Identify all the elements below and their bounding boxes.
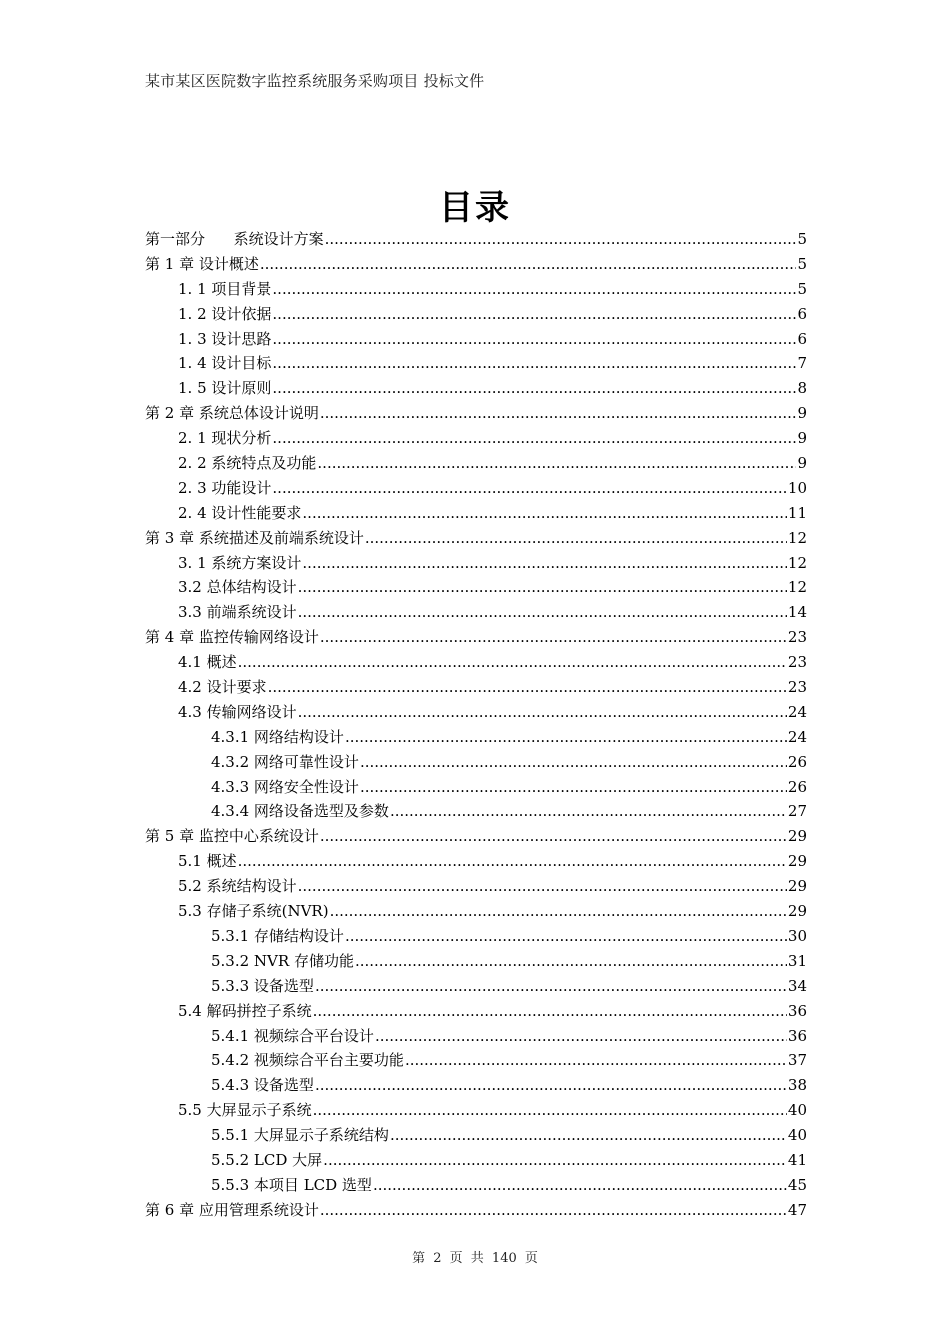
table-of-contents [145, 227, 807, 1223]
toc-entry[interactable] [145, 974, 807, 999]
toc-entry[interactable] [145, 1123, 807, 1148]
toc-entry-title: 2. 3 功能设计 [178, 478, 272, 497]
toc-entry-title: 5.3.1 存储结构设计 [211, 926, 344, 945]
toc-entry-page: 29 [787, 902, 807, 921]
page-footer: 第 2 页 共 140 页 [412, 1251, 538, 1266]
toc-entry-page: 9 [797, 454, 807, 473]
toc-entry[interactable] [145, 526, 807, 551]
toc-entry-title: 4.2 设计要求 [178, 678, 267, 697]
toc-dot-leader [298, 700, 787, 725]
toc-dot-leader [320, 401, 797, 426]
toc-entry-title: 5.2 系统结构设计 [178, 877, 297, 896]
toc-entry-page: 6 [797, 304, 807, 323]
toc-dot-leader [320, 1198, 787, 1223]
toc-entry-page: 36 [787, 1001, 807, 1020]
toc-entry-title: 5.5.1 大屏显示子系统结构 [211, 1126, 389, 1145]
toc-dot-leader [315, 974, 787, 999]
toc-entry-page: 29 [787, 877, 807, 896]
toc-dot-leader [272, 302, 796, 327]
toc-entry-title: 1. 5 设计原则 [178, 379, 272, 398]
toc-entry-page: 31 [787, 951, 807, 970]
toc-dot-leader [345, 924, 787, 949]
toc-entry-page: 40 [787, 1101, 807, 1120]
toc-dot-leader [373, 1173, 787, 1198]
toc-entry-page: 27 [787, 802, 807, 821]
toc-dot-leader [315, 1073, 787, 1098]
toc-entry-title: 2. 2 系统特点及功能 [178, 454, 317, 473]
toc-dot-leader [390, 1123, 787, 1148]
toc-dot-leader [268, 675, 787, 700]
toc-entry[interactable] [145, 426, 807, 451]
toc-dot-leader [313, 1098, 787, 1123]
toc-entry[interactable] [145, 252, 807, 277]
toc-entry[interactable] [145, 1148, 807, 1173]
toc-dot-leader [365, 526, 787, 551]
toc-dot-leader [272, 327, 796, 352]
toc-dot-leader [272, 376, 796, 401]
toc-entry-title: 第 2 章 系统总体设计说明 [145, 404, 319, 423]
toc-entry[interactable] [145, 650, 807, 675]
toc-dot-leader [272, 426, 796, 451]
toc-entry[interactable] [145, 327, 807, 352]
toc-dot-leader [405, 1048, 787, 1073]
toc-dot-leader [355, 949, 787, 974]
toc-entry-page: 5 [797, 279, 807, 298]
toc-entry-title: 第 1 章 设计概述 [145, 254, 259, 273]
toc-entry[interactable] [145, 302, 807, 327]
toc-dot-leader [302, 551, 787, 576]
toc-entry-title: 4.3.1 网络结构设计 [211, 727, 344, 746]
toc-entry-page: 10 [787, 478, 807, 497]
toc-entry-title: 3.3 前端系统设计 [178, 603, 297, 622]
toc-entry-title: 第 3 章 系统描述及前端系统设计 [145, 528, 364, 547]
toc-entry[interactable] [145, 1098, 807, 1123]
toc-entry[interactable] [145, 351, 807, 376]
toc-dot-leader [330, 899, 787, 924]
toc-dot-leader [320, 625, 787, 650]
toc-entry-page: 12 [787, 528, 807, 547]
toc-entry-page: 9 [797, 404, 807, 423]
toc-entry-page: 23 [787, 678, 807, 697]
toc-entry[interactable] [145, 675, 807, 700]
toc-entry-page: 7 [797, 354, 807, 373]
toc-entry-title: 1. 1 项目背景 [178, 279, 272, 298]
toc-entry-title: 第 6 章 应用管理系统设计 [145, 1200, 319, 1219]
toc-dot-leader [345, 725, 787, 750]
toc-entry-page: 6 [797, 329, 807, 348]
toc-entry-page: 11 [787, 503, 807, 522]
toc-dot-leader [272, 351, 796, 376]
toc-dot-leader [272, 277, 796, 302]
toc-entry-title: 4.3 传输网络设计 [178, 702, 297, 721]
toc-entry-page: 14 [787, 603, 807, 622]
toc-entry-title: 4.3.4 网络设备选型及参数 [211, 802, 389, 821]
toc-dot-leader [323, 1148, 787, 1173]
toc-entry[interactable] [145, 451, 807, 476]
toc-entry[interactable] [145, 799, 807, 824]
toc-dot-leader [298, 575, 787, 600]
toc-entry[interactable] [145, 227, 807, 252]
toc-dot-leader [313, 999, 787, 1024]
toc-entry-title: 第 4 章 监控传输网络设计 [145, 628, 319, 647]
toc-entry-page: 40 [787, 1126, 807, 1145]
toc-entry-page: 12 [787, 553, 807, 572]
toc-entry[interactable] [145, 376, 807, 401]
toc-entry-page: 23 [787, 628, 807, 647]
toc-dot-leader [302, 501, 787, 526]
toc-entry-title: 5.4.2 视频综合平台主要功能 [211, 1051, 404, 1070]
toc-entry-page: 41 [787, 1150, 807, 1169]
toc-title: 目录 [439, 188, 511, 228]
toc-entry[interactable] [145, 775, 807, 800]
toc-entry-page: 36 [787, 1026, 807, 1045]
toc-entry[interactable] [145, 750, 807, 775]
toc-dot-leader [238, 650, 787, 675]
toc-entry-title: 5.3.2 NVR 存储功能 [211, 951, 354, 970]
toc-entry-title: 1. 3 设计思路 [178, 329, 272, 348]
toc-entry-title: 4.3.3 网络安全性设计 [211, 777, 359, 796]
toc-entry[interactable] [145, 625, 807, 650]
toc-dot-leader [260, 252, 797, 277]
toc-entry[interactable] [145, 575, 807, 600]
toc-entry[interactable] [145, 700, 807, 725]
toc-entry-title: 2. 4 设计性能要求 [178, 503, 302, 522]
toc-dot-leader [375, 1024, 787, 1049]
toc-dot-leader [238, 849, 787, 874]
toc-entry-title: 3. 1 系统方案设计 [178, 553, 302, 572]
toc-entry-page: 5 [797, 254, 807, 273]
toc-entry[interactable] [145, 849, 807, 874]
toc-entry[interactable] [145, 1198, 807, 1223]
toc-entry[interactable] [145, 401, 807, 426]
toc-entry[interactable] [145, 1173, 807, 1198]
toc-entry[interactable] [145, 899, 807, 924]
toc-entry[interactable] [145, 600, 807, 625]
toc-entry[interactable] [145, 476, 807, 501]
toc-entry-page: 12 [787, 578, 807, 597]
toc-entry-title: 5.5.3 本项目 LCD 选型 [211, 1175, 372, 1194]
toc-entry-title: 2. 1 现状分析 [178, 429, 272, 448]
toc-dot-leader [360, 775, 787, 800]
toc-entry-page: 37 [787, 1051, 807, 1070]
toc-entry[interactable] [145, 949, 807, 974]
toc-entry-title: 第 5 章 监控中心系统设计 [145, 827, 319, 846]
toc-entry-page: 34 [787, 976, 807, 995]
toc-entry-page: 30 [787, 926, 807, 945]
toc-entry-page: 24 [787, 727, 807, 746]
toc-entry-page: 45 [787, 1175, 807, 1194]
toc-entry-title: 3.2 总体结构设计 [178, 578, 297, 597]
toc-entry[interactable] [145, 551, 807, 576]
toc-entry-page: 26 [787, 777, 807, 796]
toc-entry-page: 8 [797, 379, 807, 398]
toc-entry[interactable] [145, 277, 807, 302]
toc-entry-title: 1. 4 设计目标 [178, 354, 272, 373]
toc-entry-page: 29 [787, 852, 807, 871]
toc-entry[interactable] [145, 1073, 807, 1098]
toc-entry-title: 5.3 存储子系统(NVR) [178, 902, 329, 921]
toc-entry-page: 38 [787, 1076, 807, 1095]
toc-dot-leader [298, 874, 787, 899]
toc-entry[interactable] [145, 924, 807, 949]
toc-entry-page: 24 [787, 702, 807, 721]
toc-entry[interactable] [145, 501, 807, 526]
toc-dot-leader [325, 227, 797, 252]
toc-entry[interactable] [145, 824, 807, 849]
toc-entry[interactable] [145, 1024, 807, 1049]
toc-entry-title: 5.5 大屏显示子系统 [178, 1101, 312, 1120]
toc-entry-page: 5 [797, 230, 807, 248]
toc-dot-leader [272, 476, 787, 501]
toc-entry[interactable] [145, 1048, 807, 1073]
toc-entry-page: 26 [787, 752, 807, 771]
toc-entry[interactable] [145, 999, 807, 1024]
toc-dot-leader [317, 451, 796, 476]
toc-entry-title: 5.3.3 设备选型 [211, 976, 314, 995]
toc-dot-leader [360, 750, 787, 775]
toc-entry-title: 5.4 解码拼控子系统 [178, 1001, 312, 1020]
toc-dot-leader [298, 600, 787, 625]
toc-entry-title: 5.4.1 视频综合平台设计 [211, 1026, 374, 1045]
toc-entry-title: 5.4.3 设备选型 [211, 1076, 314, 1095]
toc-entry-page: 9 [797, 429, 807, 448]
toc-entry-title: 4.3.2 网络可靠性设计 [211, 752, 359, 771]
toc-entry-page: 23 [787, 653, 807, 672]
toc-entry[interactable] [145, 874, 807, 899]
toc-entry-title: 5.1 概述 [178, 852, 237, 871]
document-header: 某市某区医院数字监控系统服务采购项目 投标文件 [145, 72, 485, 90]
toc-entry-title: 第一部分 系统设计方案 [145, 230, 324, 248]
toc-dot-leader [320, 824, 787, 849]
toc-dot-leader [390, 799, 787, 824]
toc-entry[interactable] [145, 725, 807, 750]
toc-entry-page: 47 [787, 1200, 807, 1219]
toc-entry-title: 1. 2 设计依据 [178, 304, 272, 323]
toc-entry-title: 5.5.2 LCD 大屏 [211, 1150, 323, 1169]
toc-entry-page: 29 [787, 827, 807, 846]
toc-entry-title: 4.1 概述 [178, 653, 237, 672]
